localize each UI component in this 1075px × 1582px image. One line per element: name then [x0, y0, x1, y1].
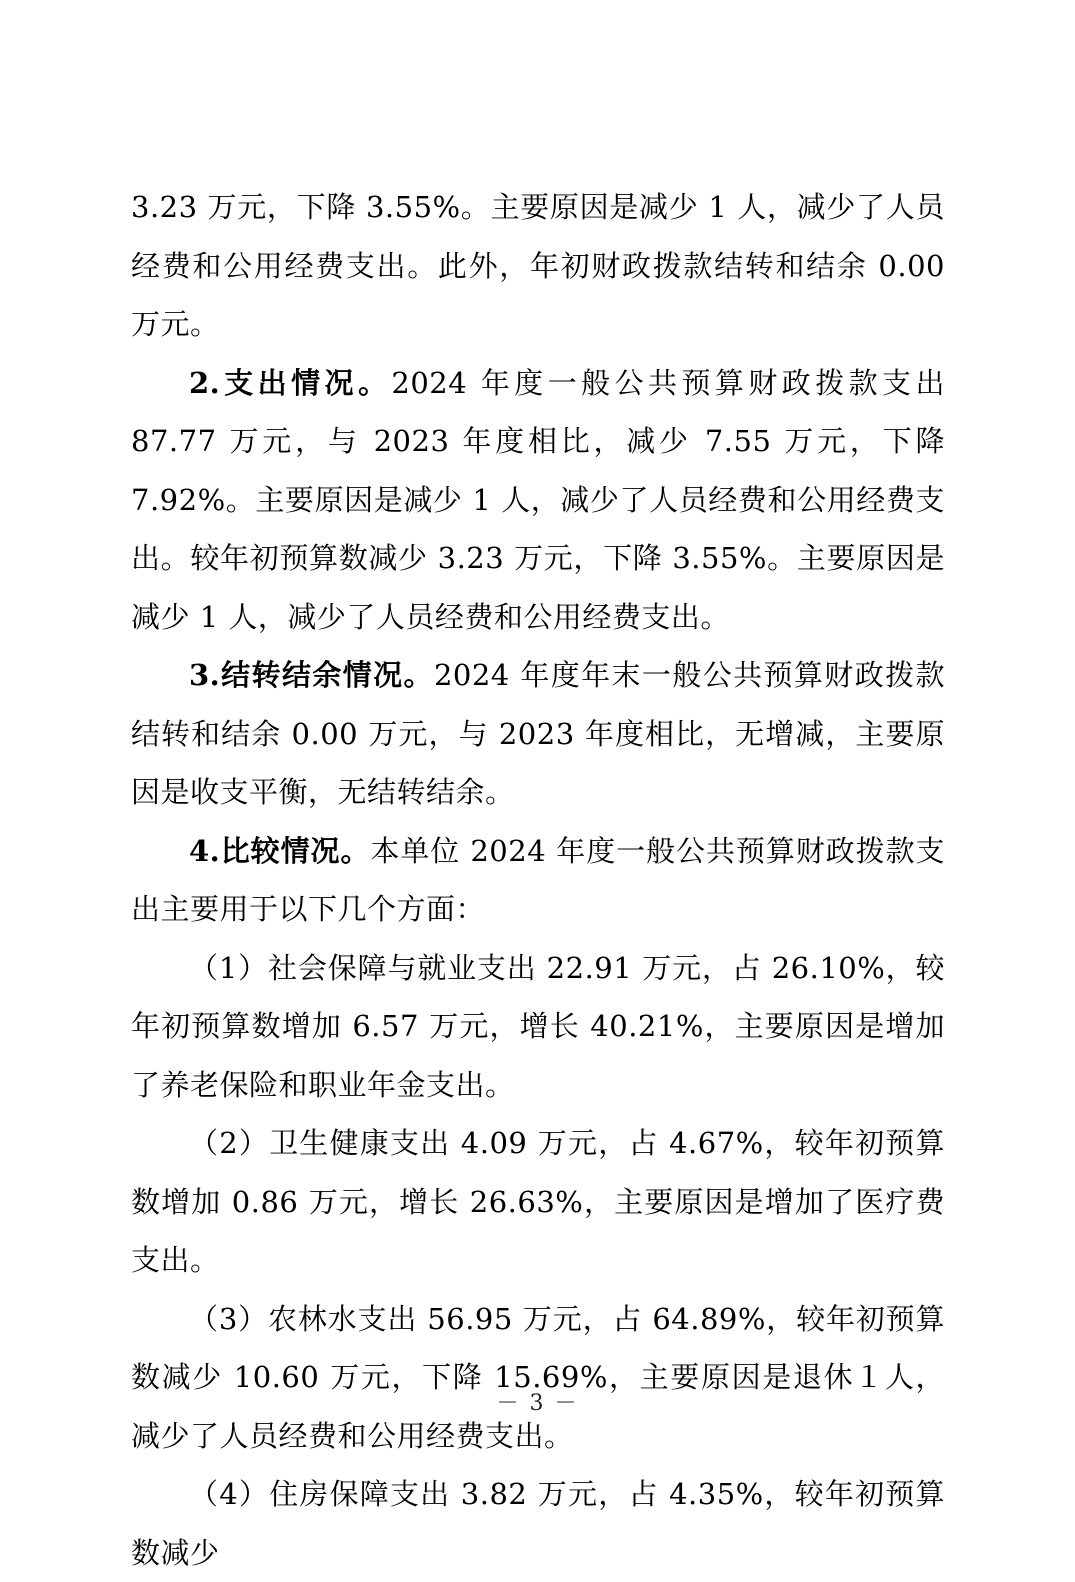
paragraph-comparison — [131, 822, 945, 939]
paragraph-expenditure — [131, 354, 945, 647]
section-heading-expenditure: 2.支出情况。 — [189, 365, 392, 400]
paragraph-text: 本单位 2024 年度一般公共预算财政拨款支出主要用于以下几个方面： — [131, 833, 945, 926]
paragraph-text: 3.23 万元，下降 3.55%。主要原因是减少 1 人，减少了人员经费和公用经费支出。此外，年初财政拨款结转和结余 0.00 万元。 — [131, 190, 945, 341]
paragraph-text: （2）卫生健康支出 4.09 万元，占 4.67%，较年初预算数增加 0.86 万元，增长 26.63%，主要原因是增加了医疗费支出。 — [131, 1126, 945, 1277]
paragraph-income-continued — [131, 178, 945, 354]
paragraph-text: 2024 年度一般公共预算财政拨款支出 87.77 万元，与 2023 年度相比，减少 7.55 万元，下降 7.92%。主要原因是减少 1 人，减少了人员经费和公用经费支出。较年初预算数减少 3.23 万元，下降 3.55%。主要原因是减少 1 人，减少了人员经费和公用经费支出。 — [131, 365, 945, 634]
list-item-health — [131, 1114, 945, 1290]
paragraph-text: （4）住房保障支出 3.82 万元，占 4.35%，较年初预算数减少 — [131, 1477, 945, 1570]
paragraph-carryover — [131, 646, 945, 822]
list-item-agriculture — [131, 1290, 945, 1466]
paragraph-text: （3）农林水支出 56.95 万元，占 64.89%，较年初预算数减少 10.60 万元，下降 15.69%，主要原因是退休１人，减少了人员经费和公用经费支出。 — [131, 1301, 945, 1453]
paragraph-text: （1）社会保障与就业支出 22.91 万元，占 26.10%，较年初预算数增加 6.57 万元，增长 40.21%，主要原因是增加了养老保险和职业年金支出。 — [131, 950, 945, 1102]
paragraph-text: 2024 年度年末一般公共预算财政拨款结转和结余 0.00 万元，与 2023 年度相比，无增减，主要原因是收支平衡，无结转结余。 — [131, 658, 945, 809]
document-body — [131, 178, 945, 1582]
section-heading-comparison: 4.比较情况。 — [189, 833, 371, 868]
section-heading-carryover: 3.结转结余情况。 — [189, 658, 434, 692]
list-item-social-security — [131, 939, 945, 1115]
page-number: － 3 － — [496, 1391, 579, 1416]
list-item-housing — [131, 1465, 945, 1582]
